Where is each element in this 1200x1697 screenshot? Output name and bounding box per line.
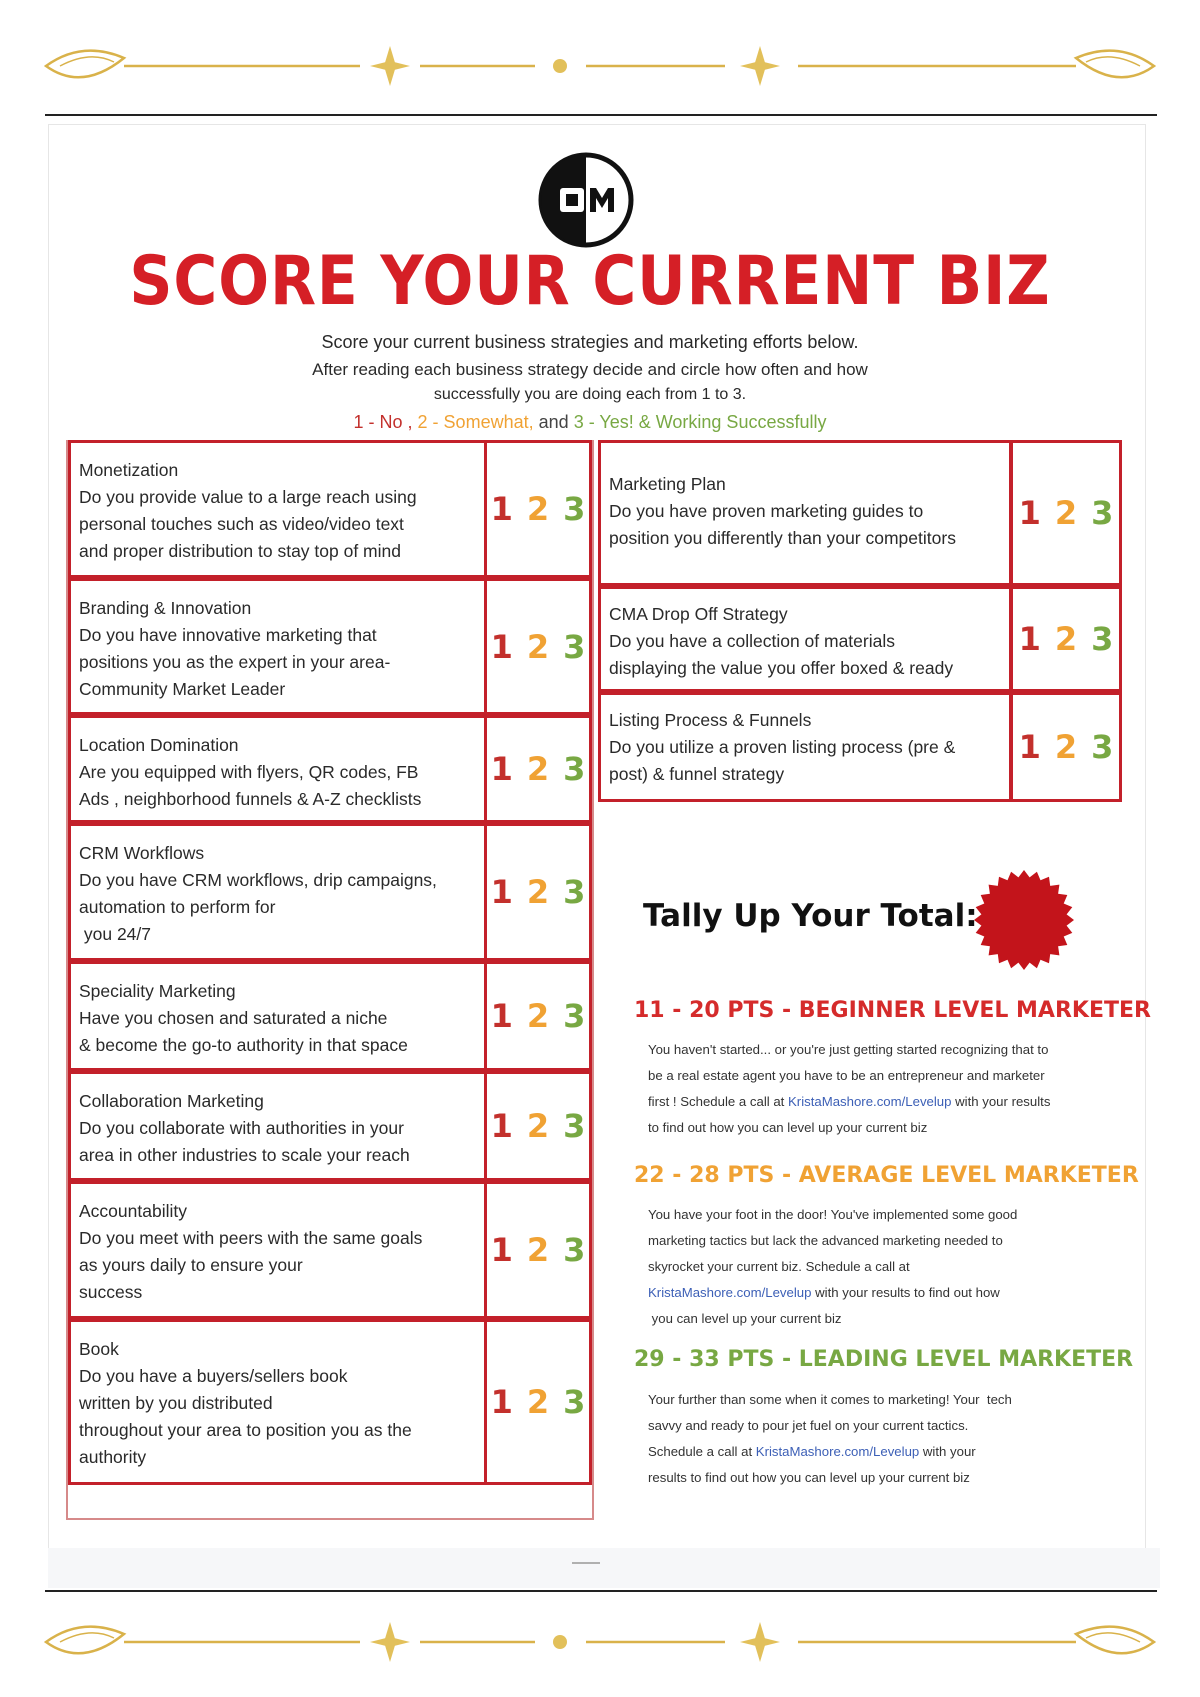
level-text-line xyxy=(648,1439,1118,1465)
level-text-average xyxy=(648,1202,1118,1332)
score-two[interactable]: 2 xyxy=(1054,494,1078,532)
level-text-segment: be a real estate agent you have to be an entrepreneur and marketer xyxy=(648,1068,1045,1083)
question-text: Do you have CRM workflows, drip campaigns, xyxy=(79,870,437,890)
question-text: authority xyxy=(79,1447,147,1467)
score-two[interactable]: 2 xyxy=(526,997,550,1035)
level-text-line xyxy=(648,1387,1118,1413)
score-two[interactable]: 2 xyxy=(526,1383,550,1421)
score-legend xyxy=(210,412,970,433)
left-score-options-4 xyxy=(484,961,592,1071)
score-two[interactable]: 2 xyxy=(1054,728,1078,766)
legend-somewhat: 2 - Somewhat, xyxy=(417,412,534,432)
score-two[interactable]: 2 xyxy=(526,1231,550,1269)
question-heading: Location Domination xyxy=(79,735,239,755)
level-text-segment: results to find out how you can level up your current biz xyxy=(648,1470,970,1485)
page-footer-strip xyxy=(48,1548,1160,1588)
question-heading: Branding & Innovation xyxy=(79,598,252,618)
question-text: Do you utilize a proven listing process (pre & xyxy=(609,737,956,757)
level-text-segment: you can level up your current biz xyxy=(648,1311,842,1326)
level-text-line xyxy=(648,1280,1118,1306)
question-text: Do you have a buyers/sellers book xyxy=(79,1366,348,1386)
level-text-beginner xyxy=(648,1037,1118,1141)
left-question-5 xyxy=(68,1071,488,1181)
left-score-options-2 xyxy=(484,715,592,823)
tally-title: Tally Up Your Total: xyxy=(643,898,978,934)
question-text: Are you equipped with flyers, QR codes, FB xyxy=(79,762,419,782)
level-text-segment: You haven't started... or you're just getting started recognizing that to xyxy=(648,1042,1049,1057)
question-heading: Collaboration Marketing xyxy=(79,1091,264,1111)
level-text-line xyxy=(648,1037,1118,1063)
question-heading: Monetization xyxy=(79,460,179,480)
left-score-options-1 xyxy=(484,578,592,715)
question-text: written by you distributed xyxy=(79,1393,273,1413)
question-text: post) & funnel strategy xyxy=(609,764,785,784)
level-text-segment: skyrocket your current biz. Schedule a call at xyxy=(648,1259,910,1274)
bottom-divider xyxy=(45,1590,1157,1592)
score-one[interactable]: 1 xyxy=(1018,728,1041,766)
level-text-segment: Your further than some when it comes to marketing! Your tech xyxy=(648,1392,1012,1407)
score-three[interactable]: 3 xyxy=(563,1107,586,1145)
left-score-options-7 xyxy=(484,1319,592,1485)
score-one[interactable]: 1 xyxy=(490,1231,513,1269)
right-question-2 xyxy=(598,692,1012,802)
question-text: Have you chosen and saturated a niche xyxy=(79,1008,388,1028)
question-heading: CRM Workflows xyxy=(79,843,205,863)
question-text: Do you have a collection of materials xyxy=(609,631,895,651)
score-three[interactable]: 3 xyxy=(563,997,586,1035)
score-three[interactable]: 3 xyxy=(563,627,586,666)
left-score-options-5 xyxy=(484,1071,592,1181)
top-ornament xyxy=(40,36,1160,96)
page-handle xyxy=(572,1562,600,1564)
score-two[interactable]: 2 xyxy=(526,627,550,666)
right-score-options-1 xyxy=(1010,586,1122,692)
question-text: automation to perform for xyxy=(79,897,276,917)
question-heading: CMA Drop Off Strategy xyxy=(609,604,788,624)
score-two[interactable]: 2 xyxy=(526,490,550,528)
level-text-segment: first ! Schedule a call at xyxy=(648,1094,789,1109)
level-text-line xyxy=(648,1202,1118,1228)
left-question-6 xyxy=(68,1181,488,1319)
level-text-line xyxy=(648,1115,1118,1141)
score-two[interactable]: 2 xyxy=(526,1107,550,1145)
left-score-options-3 xyxy=(484,823,592,961)
question-text: Do you provide value to a large reach using xyxy=(79,487,417,507)
level-text-line xyxy=(648,1254,1118,1280)
question-text: displaying the value you offer boxed & ready xyxy=(609,658,954,678)
question-text: Do you collaborate with authorities in your xyxy=(79,1118,404,1138)
level-text-segment: with your xyxy=(919,1444,976,1459)
left-question-1 xyxy=(68,578,488,715)
level-text-line xyxy=(648,1413,1118,1439)
left-question-3 xyxy=(68,823,488,961)
level-heading-beginner: 11 - 20 PTS - BEGINNER LEVEL MARKETER xyxy=(634,998,1151,1023)
score-one[interactable]: 1 xyxy=(490,1107,513,1145)
score-one[interactable]: 1 xyxy=(490,750,513,788)
levelup-link[interactable]: KristaMashore.com/Levelup xyxy=(788,1094,952,1109)
score-two[interactable]: 2 xyxy=(1054,620,1078,658)
levelup-link[interactable]: KristaMashore.com/Levelup xyxy=(648,1285,812,1300)
level-text-segment: You have your foot in the door! You've implemented some good xyxy=(648,1207,1018,1222)
level-text-leading xyxy=(648,1387,1118,1491)
question-text: success xyxy=(79,1282,143,1302)
right-question-0 xyxy=(598,440,1012,586)
left-question-4 xyxy=(68,961,488,1071)
question-text: Do you have proven marketing guides to xyxy=(609,501,924,521)
left-question-0 xyxy=(68,440,488,578)
question-heading: Speciality Marketing xyxy=(79,981,236,1001)
level-text-line xyxy=(648,1228,1118,1254)
question-text: you 24/7 xyxy=(79,924,151,944)
level-text-segment: to find out how you can level up your current biz xyxy=(648,1120,928,1135)
level-heading-average: 22 - 28 PTS - AVERAGE LEVEL MARKETER xyxy=(634,1163,1139,1188)
bottom-ornament xyxy=(40,1612,1160,1672)
level-text-line xyxy=(648,1465,1118,1491)
question-text: & become the go-to authority in that space xyxy=(79,1035,408,1055)
score-three[interactable]: 3 xyxy=(563,1383,586,1421)
question-text: and proper distribution to stay top of mind xyxy=(79,541,401,561)
left-question-2 xyxy=(68,715,488,823)
score-three[interactable]: 3 xyxy=(1091,728,1114,766)
levelup-link[interactable]: KristaMashore.com/Levelup xyxy=(755,1444,920,1459)
level-text-line xyxy=(648,1306,1118,1332)
level-text-segment: with your results xyxy=(951,1094,1051,1109)
score-three[interactable]: 3 xyxy=(563,490,586,528)
intro-line-1: Score your current business strategies and marketing efforts below. xyxy=(321,332,859,352)
left-question-7 xyxy=(68,1319,488,1485)
question-text: Do you have innovative marketing that xyxy=(79,625,377,645)
question-text: Ads , neighborhood funnels & A-Z checklists xyxy=(79,789,422,809)
intro-line-2: After reading each business strategy decide and circle how often and how xyxy=(312,360,868,379)
score-two[interactable]: 2 xyxy=(526,750,550,788)
level-heading-leading: 29 - 33 PTS - LEADING LEVEL MARKETER xyxy=(634,1347,1134,1372)
question-text: area in other industries to scale your reach xyxy=(79,1145,410,1165)
question-text: throughout your area to position you as the xyxy=(79,1420,412,1440)
score-one[interactable]: 1 xyxy=(1018,494,1041,532)
level-text-line xyxy=(648,1089,1118,1115)
level-text-segment: marketing tactics but lack the advanced marketing needed to xyxy=(648,1233,1003,1248)
score-one[interactable]: 1 xyxy=(1018,620,1041,658)
score-three[interactable]: 3 xyxy=(563,873,586,911)
question-text: position you differently than your competitors xyxy=(609,528,956,548)
score-two[interactable]: 2 xyxy=(526,873,550,911)
right-score-options-2 xyxy=(1010,692,1122,802)
level-text-segment: savvy and ready to pour jet fuel on your current tactics. xyxy=(648,1418,969,1433)
score-one[interactable]: 1 xyxy=(490,997,513,1035)
legend-and: and xyxy=(538,412,569,432)
page-title: SCORE YOUR CURRENT BIZ xyxy=(129,242,1051,321)
level-text-segment: Schedule a call at xyxy=(648,1444,756,1459)
score-one[interactable]: 1 xyxy=(490,490,513,528)
question-text: as yours daily to ensure your xyxy=(79,1255,303,1275)
right-question-1 xyxy=(598,586,1012,692)
score-three[interactable]: 3 xyxy=(563,750,586,788)
red-seal-icon xyxy=(972,868,1076,972)
question-heading: Listing Process & Funnels xyxy=(609,710,812,730)
top-divider xyxy=(45,114,1157,116)
level-text-line xyxy=(648,1063,1118,1089)
question-heading: Book xyxy=(79,1339,119,1359)
question-text: Community Market Leader xyxy=(79,679,286,699)
score-three[interactable]: 3 xyxy=(1091,620,1114,658)
question-heading: Accountability xyxy=(79,1201,187,1221)
score-one[interactable]: 1 xyxy=(490,627,513,666)
question-text: personal touches such as video/video text xyxy=(79,514,404,534)
question-heading: Marketing Plan xyxy=(609,474,726,494)
score-one[interactable]: 1 xyxy=(490,1383,513,1421)
right-score-options-0 xyxy=(1010,440,1122,586)
question-text: positions you as the expert in your area- xyxy=(79,652,391,672)
legend-no: 1 - No , xyxy=(353,412,413,432)
level-text-segment: with your results to find out how xyxy=(811,1285,1000,1300)
question-text: Do you meet with peers with the same goals xyxy=(79,1228,423,1248)
intro-line-3: successfully you are doing each from 1 to 3. xyxy=(433,386,747,403)
dm-logo xyxy=(538,152,634,248)
left-score-options-0 xyxy=(484,440,592,578)
score-one[interactable]: 1 xyxy=(490,873,513,911)
score-three[interactable]: 3 xyxy=(563,1231,586,1269)
score-three[interactable]: 3 xyxy=(1091,494,1114,532)
legend-yes: 3 - Yes! & Working Successfully xyxy=(573,412,827,432)
left-score-options-6 xyxy=(484,1181,592,1319)
